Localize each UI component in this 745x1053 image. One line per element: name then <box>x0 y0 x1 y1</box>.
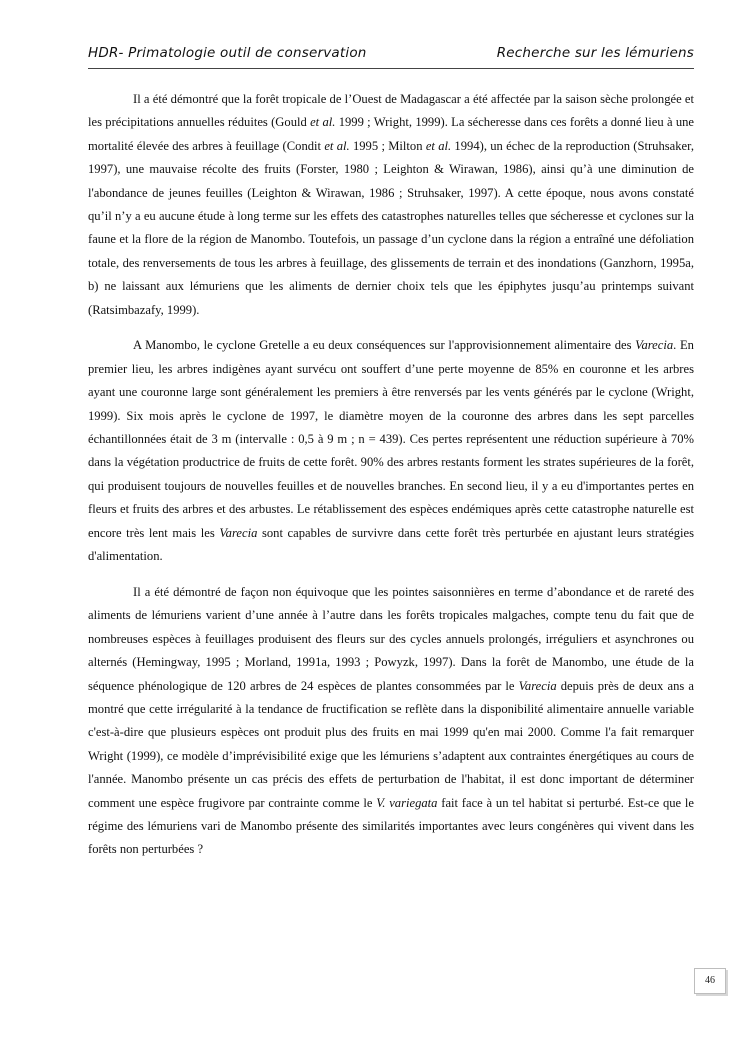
italic-term: V. variegata <box>376 795 438 810</box>
text-run: depuis près de deux ans a montré que cette irrégularité à la tendance de fructification se reflète dans la disponibilité alimentaire annuelle variable c'est-à-dire que plusieurs espèces ont produit plus des fruits en mai 1999 qu'en mai 2000. Comme l'a fait remarquer Wright (1999), ce modèle d’imprévisibilité exige que les lémuriens s’adaptent aux contraintes énergétiques au cours de l'année. Manombo présente un cas précis des effets de perturbation de l'habitat, il est donc important de déterminer comment une espèce frugivore par contrainte comme le <box>88 678 694 810</box>
italic-term: et al. <box>310 115 336 130</box>
text-run: Il a été démontré que la forêt tropicale de l’Ouest de Madagascar a été affectée par la saison sèche prolongée et les précipitations annuelles réduites (Gould <box>88 92 694 130</box>
text-run: 1999 ; Wright, 1999). La sécheresse dans ces forêts a donné lieu à une mortalité élevée des arbres à feuillage (Condit <box>88 115 695 153</box>
text-run: 1994), un échec de la reproduction (Struhsaker, 1997), une mauvaise récolte des fruits (Forster, 1980 ; Leighton & Wirawan, 1986), ainsi qu’à une diminution de l'abondance de jeunes feuilles (Leighton & Wirawan, 1986 ; Struhsaker, 1997). A cette époque, nous avons constaté qu’il n’y a eu aucune étude à long terme sur les effets des catastrophes naturelles telles que sécheresse et cyclones sur la faune et la flore de la région de Manombo. Toutefois, un passage d’un cyclone dans la région a entraîné une défoliation totale, des renversements de tous les arbres à feuillage, des glissements de terrain et des inondations (Ganzhorn, 1995a, b) ne laissant aux lémuriens que les aliments de dernier choix tels que les épiphytes jusqu’au printemps suivant (Ratsimbazafy, 1999). <box>88 138 694 317</box>
header-left-title: HDR- Primatologie outil de conservation <box>88 45 367 61</box>
italic-term: Varecia <box>635 338 674 353</box>
page-number: 46 <box>694 968 726 994</box>
paragraph-3 <box>88 581 694 862</box>
running-header <box>88 44 694 69</box>
italic-term: et al. <box>324 138 350 153</box>
text-run: Il a été démontré de façon non équivoque que les pointes saisonnières en terme d’abondance et de rareté des aliments de lémuriens varient d’une année à l’autre dans les forêts tropicales malgaches, compte tenu du fait que de nombreuses espèces à feuillages produisent des fleurs sur des cycles annuels prolongés, irréguliers et asynchrones ou alternés (Hemingway, 1995 ; Morland, 1991a, 1993 ; Powyzk, 1997). Dans la forêt de Manombo, une étude de la séquence phénologique de 120 arbres de 24 espèces de plantes consommées par le <box>88 584 694 693</box>
paragraph-1 <box>88 88 694 322</box>
text-run: A Manombo, le cyclone Gretelle a eu deux conséquences sur l'approvisionnement alimentaire des <box>133 338 636 353</box>
italic-term: Varecia <box>518 678 557 693</box>
text-run: fait face à un tel habitat si perturbé. Est-ce que le régime des lémuriens vari de Manombo présente des similarités importantes avec leurs congénères qui vivent dans les forêts non perturbées ? <box>88 795 694 857</box>
body-text <box>88 88 694 862</box>
text-run: sont capables de survivre dans cette forêt très perturbée en ajustant leurs stratégies d'alimentation. <box>88 525 694 564</box>
text-run: 1995 ; Milton <box>349 138 426 153</box>
italic-term: Varecia <box>219 525 258 540</box>
header-right-title: Recherche sur les lémuriens <box>496 45 694 61</box>
paragraph-2 <box>88 334 694 568</box>
text-run: . En premier lieu, les arbres indigènes ayant survécu ont souffert d’une perte moyenne de 85% en couronne et les arbres ayant une couronne large sont généralement les premiers à être renversés par les vents générés par le cyclone (Wright, 1999). Six mois après le cyclone de 1997, le diamètre moyen de la couronne des arbres dans les sept parcelles échantillonnées était de 3 m (intervalle : 0,5 à 9 m ; n = 439). Ces pertes représentent une réduction supérieure à 70% dans la végétation productrice de fruits de cette forêt. 90% des arbres restants forment les strates supérieures de la forêt, qui produisent toujours de nouvelles feuilles et de nouvelles branches. En second lieu, il y a eu d'importantes pertes en fleurs et fruits des arbres et des arbustes. Le rétablissement des espèces endémiques après cette catastrophe naturelle est encore très lent mais les <box>88 338 694 540</box>
italic-term: et al. <box>425 138 452 153</box>
